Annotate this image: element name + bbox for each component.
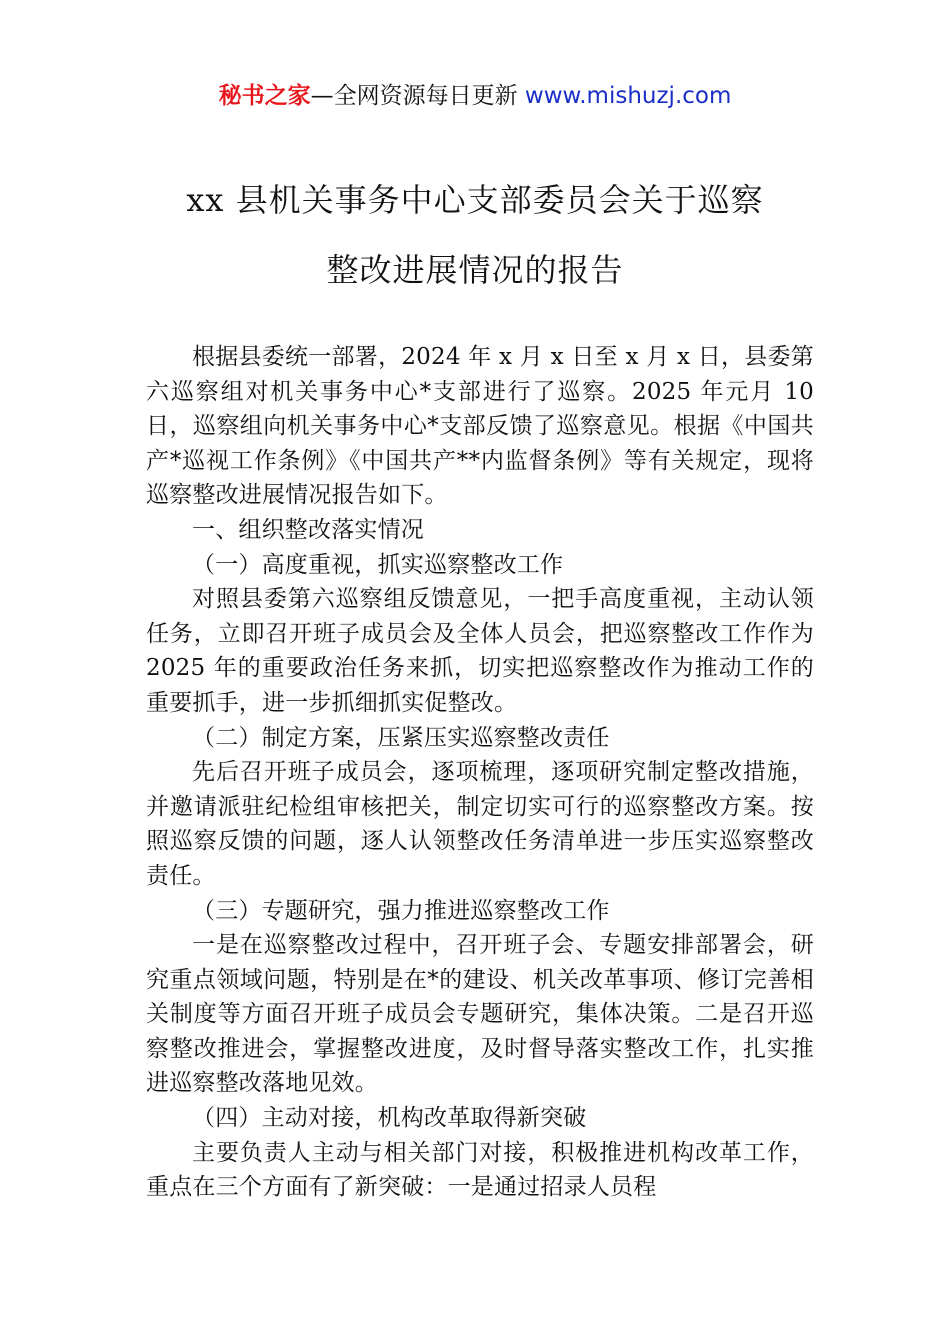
document-title [60,176,890,316]
body-paragraph: 对照县委第六巡察组反馈意见，一把手高度重视，主动认领任务，立即召开班子成员会及全体人员会，把巡察整改工作作为 2025 年的重要政治任务来抓，切实把巡察整改作为推动工作的重要抓手，进一步抓细抓实促整改。 [146,586,814,716]
site-brand: 秘书之家 [218,83,311,109]
subsection-heading: （一）高度重视，抓实巡察整改工作 [192,551,564,578]
document-body [146,340,814,1205]
title-line-2: 整改进展情况的报告 [326,251,624,289]
body-paragraph: 先后召开班子成员会，逐项梳理，逐项研究制定整改措施，并邀请派驻纪检组审核把关，制定切实可行的巡察整改方案。按照巡察反馈的问题，逐人认领整改任务清单进一步压实巡察整改责任。 [146,759,814,889]
title-line-1: xx 县机关事务中心支部委员会关于巡察 [186,181,764,219]
site-url-link[interactable]: www.mishuzj.com [524,83,732,109]
site-tagline: —全网资源每日更新 [310,83,525,109]
subsection-heading: （三）专题研究，强力推进巡察整改工作 [192,897,610,924]
body-paragraph: 根据县委统一部署，2024 年 x 月 x 日至 x 月 x 日，县委第六巡察组对机关事务中心*支部进行了巡察。2025 年元月 10 日，巡察组向机关事务中心*支部反馈了巡察意见。根据《中国共产*巡视工作条例》《中国共产**内监督条例》等有关规定，现将巡察整改进展情况报告如下。 [146,344,814,509]
body-paragraph: 主要负责人主动与相关部门对接，积极推进机构改革工作，重点在三个方面有了新突破：一是通过招录人员程 [146,1139,814,1201]
subsection-heading: （二）制定方案，压紧压实巡察整改责任 [192,724,610,751]
section-heading: 一、组织整改落实情况 [192,516,424,543]
subsection-heading: （四）主动对接，机构改革取得新突破 [192,1105,587,1132]
body-paragraph: 一是在巡察整改过程中，召开班子会、专题安排部署会，研究重点领域问题，特别是在*的建设、机关改革事项、修订完善相关制度等方面召开班子成员会专题研究，集体决策。二是召开巡察整改推进会，掌握整改进度，及时督导落实整改工作，扎实推进巡察整改落地见效。 [146,932,814,1097]
site-header [0,80,950,112]
